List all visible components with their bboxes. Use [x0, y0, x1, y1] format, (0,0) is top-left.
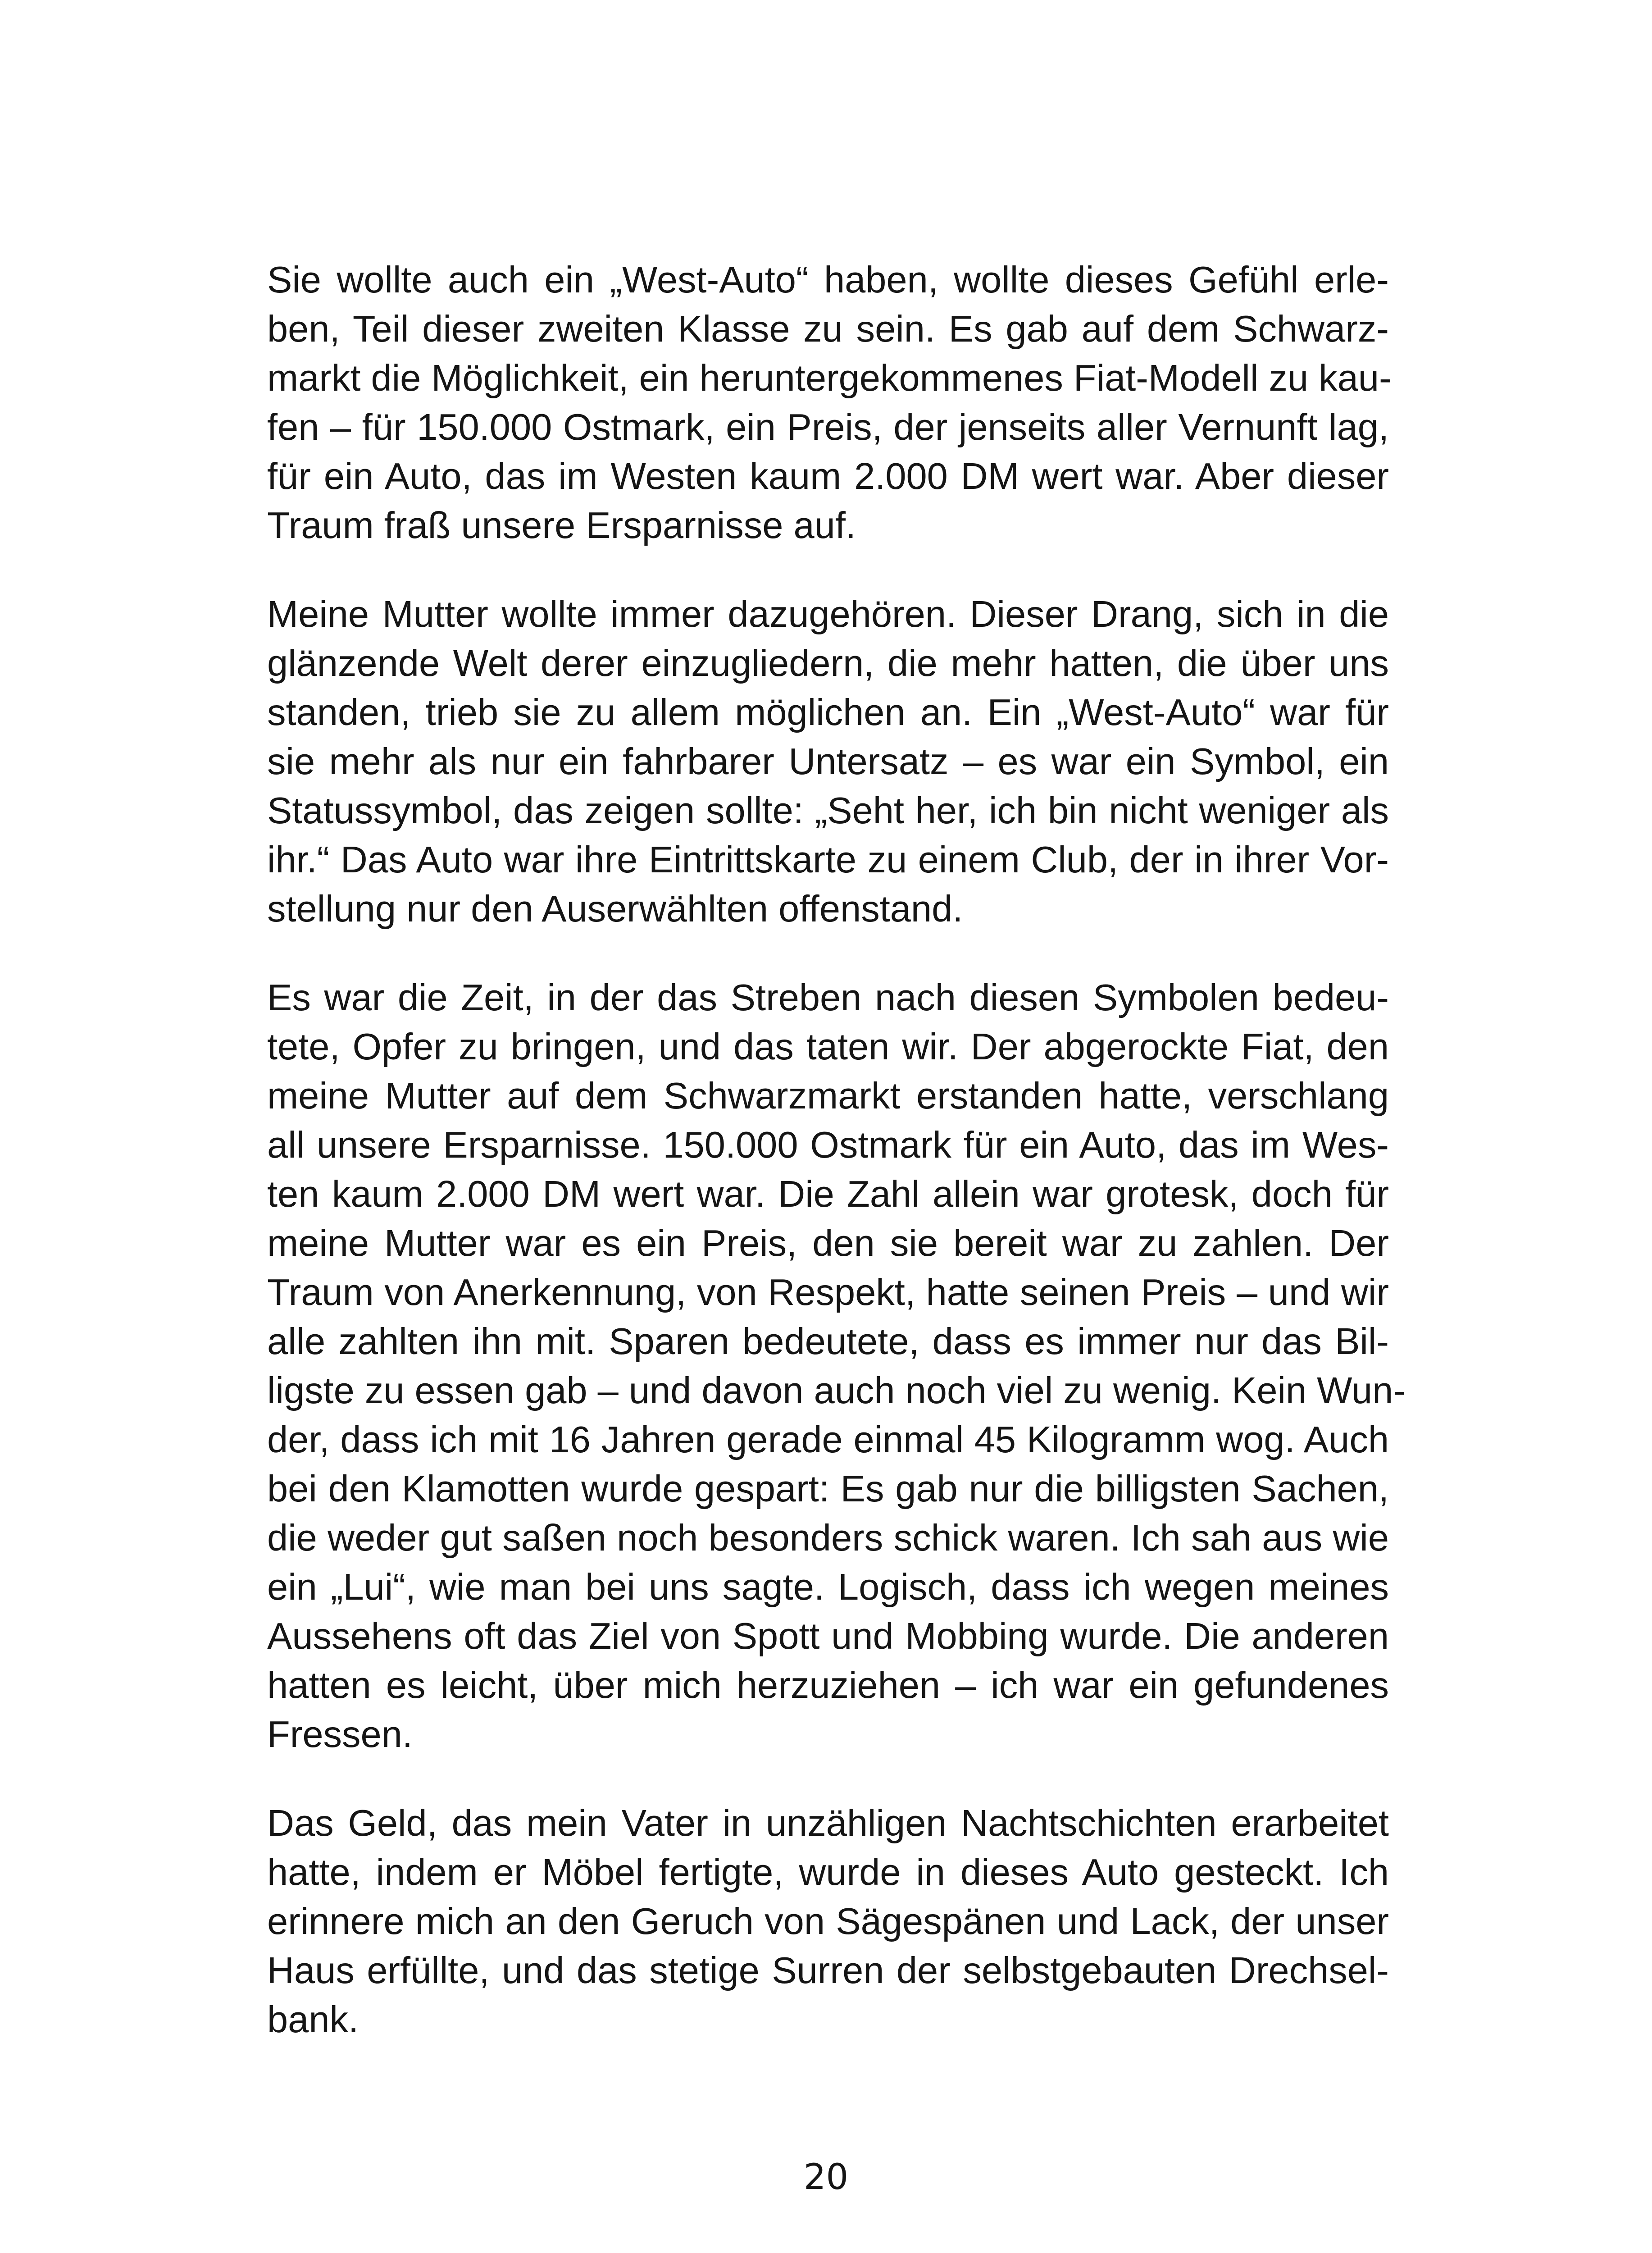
body-text	[267, 255, 1406, 2044]
text-line: standen, trieb sie zu allem möglichen an. Ein „West-Auto“ war für	[267, 691, 1389, 733]
text-line: bank.	[267, 1998, 359, 2040]
text-line: erinnere mich an den Geruch von Sägespänen und Lack, der unser	[267, 1900, 1389, 1942]
paragraph-3	[267, 973, 1406, 1759]
text-line: Sie wollte auch ein „West-Auto“ haben, wollte dieses Gefühl erle-	[267, 259, 1389, 301]
text-line: ein „Lui“, wie man bei uns sagte. Logisch, dass ich wegen meines	[267, 1566, 1389, 1608]
text-line: ten kaum 2.000 DM wert war. Die Zahl allein war grotesk, doch für	[267, 1173, 1389, 1215]
text-line: hatte, indem er Möbel fertigte, wurde in dieses Auto gesteckt. Ich	[267, 1851, 1389, 1893]
text-line: Haus erfüllte, und das stetige Surren der selbstgebauten Drechsel-	[267, 1949, 1389, 1991]
paragraph-2	[267, 589, 1389, 933]
text-line: für ein Auto, das im Westen kaum 2.000 DM wert war. Aber dieser	[267, 455, 1389, 497]
text-line: markt die Möglichkeit, ein heruntergekommenes Fiat-Modell zu kau-	[267, 357, 1392, 399]
text-line: tete, Opfer zu bringen, und das taten wir. Der abgerockte Fiat, den	[267, 1026, 1389, 1067]
paragraph-1	[267, 255, 1392, 550]
text-line: hatten es leicht, über mich herzuziehen – ich war ein gefundenes	[267, 1664, 1389, 1706]
text-line: ihr.“ Das Auto war ihre Eintrittskarte zu einem Club, der in ihrer Vor-	[267, 839, 1389, 880]
page-number: 20	[803, 2157, 849, 2198]
text-line: ligste zu essen gab – und davon auch noch viel zu wenig. Kein Wun-	[267, 1369, 1406, 1411]
text-line: Fressen.	[267, 1713, 413, 1755]
text-line: der, dass ich mit 16 Jahren gerade einmal 45 Kilogramm wog. Auch	[267, 1418, 1389, 1460]
text-line: bei den Klamotten wurde gespart: Es gab nur die billigsten Sachen,	[267, 1468, 1389, 1510]
text-line: Traum fraß unsere Ersparnisse auf.	[267, 504, 856, 546]
text-line: meine Mutter war es ein Preis, den sie bereit war zu zahlen. Der	[267, 1222, 1389, 1264]
text-line: glänzende Welt derer einzugliedern, die mehr hatten, die über uns	[267, 642, 1389, 684]
text-line: stellung nur den Auserwählten offenstand.	[267, 888, 963, 930]
text-line: Aussehens oft das Ziel von Spott und Mobbing wurde. Die anderen	[267, 1615, 1389, 1657]
text-line: sie mehr als nur ein fahrbarer Untersatz – es war ein Symbol, ein	[267, 740, 1389, 782]
text-line: meine Mutter auf dem Schwarzmarkt erstanden hatte, verschlang	[267, 1075, 1389, 1117]
text-line: Meine Mutter wollte immer dazugehören. Dieser Drang, sich in die	[267, 593, 1389, 635]
text-line: alle zahlten ihn mit. Sparen bedeutete, dass es immer nur das Bil-	[267, 1320, 1389, 1362]
text-line: Es war die Zeit, in der das Streben nach diesen Symbolen bedeu-	[267, 976, 1389, 1018]
text-line: Das Geld, das mein Vater in unzähligen Nachtschichten erarbeitet	[267, 1802, 1389, 1844]
paragraph-4	[267, 1798, 1389, 2044]
text-line: all unsere Ersparnisse. 150.000 Ostmark für ein Auto, das im Wes-	[267, 1124, 1389, 1166]
text-line: die weder gut saßen noch besonders schick waren. Ich sah aus wie	[267, 1517, 1389, 1559]
text-line: Traum von Anerkennung, von Respekt, hatte seinen Preis – und wir	[267, 1271, 1389, 1313]
text-line: Statussymbol, das zeigen sollte: „Seht her, ich bin nicht weniger als	[267, 789, 1389, 831]
text-line: ben, Teil dieser zweiten Klasse zu sein. Es gab auf dem Schwarz-	[267, 308, 1389, 350]
text-line: fen – für 150.000 Ostmark, ein Preis, der jenseits aller Vernunft lag,	[267, 406, 1389, 448]
